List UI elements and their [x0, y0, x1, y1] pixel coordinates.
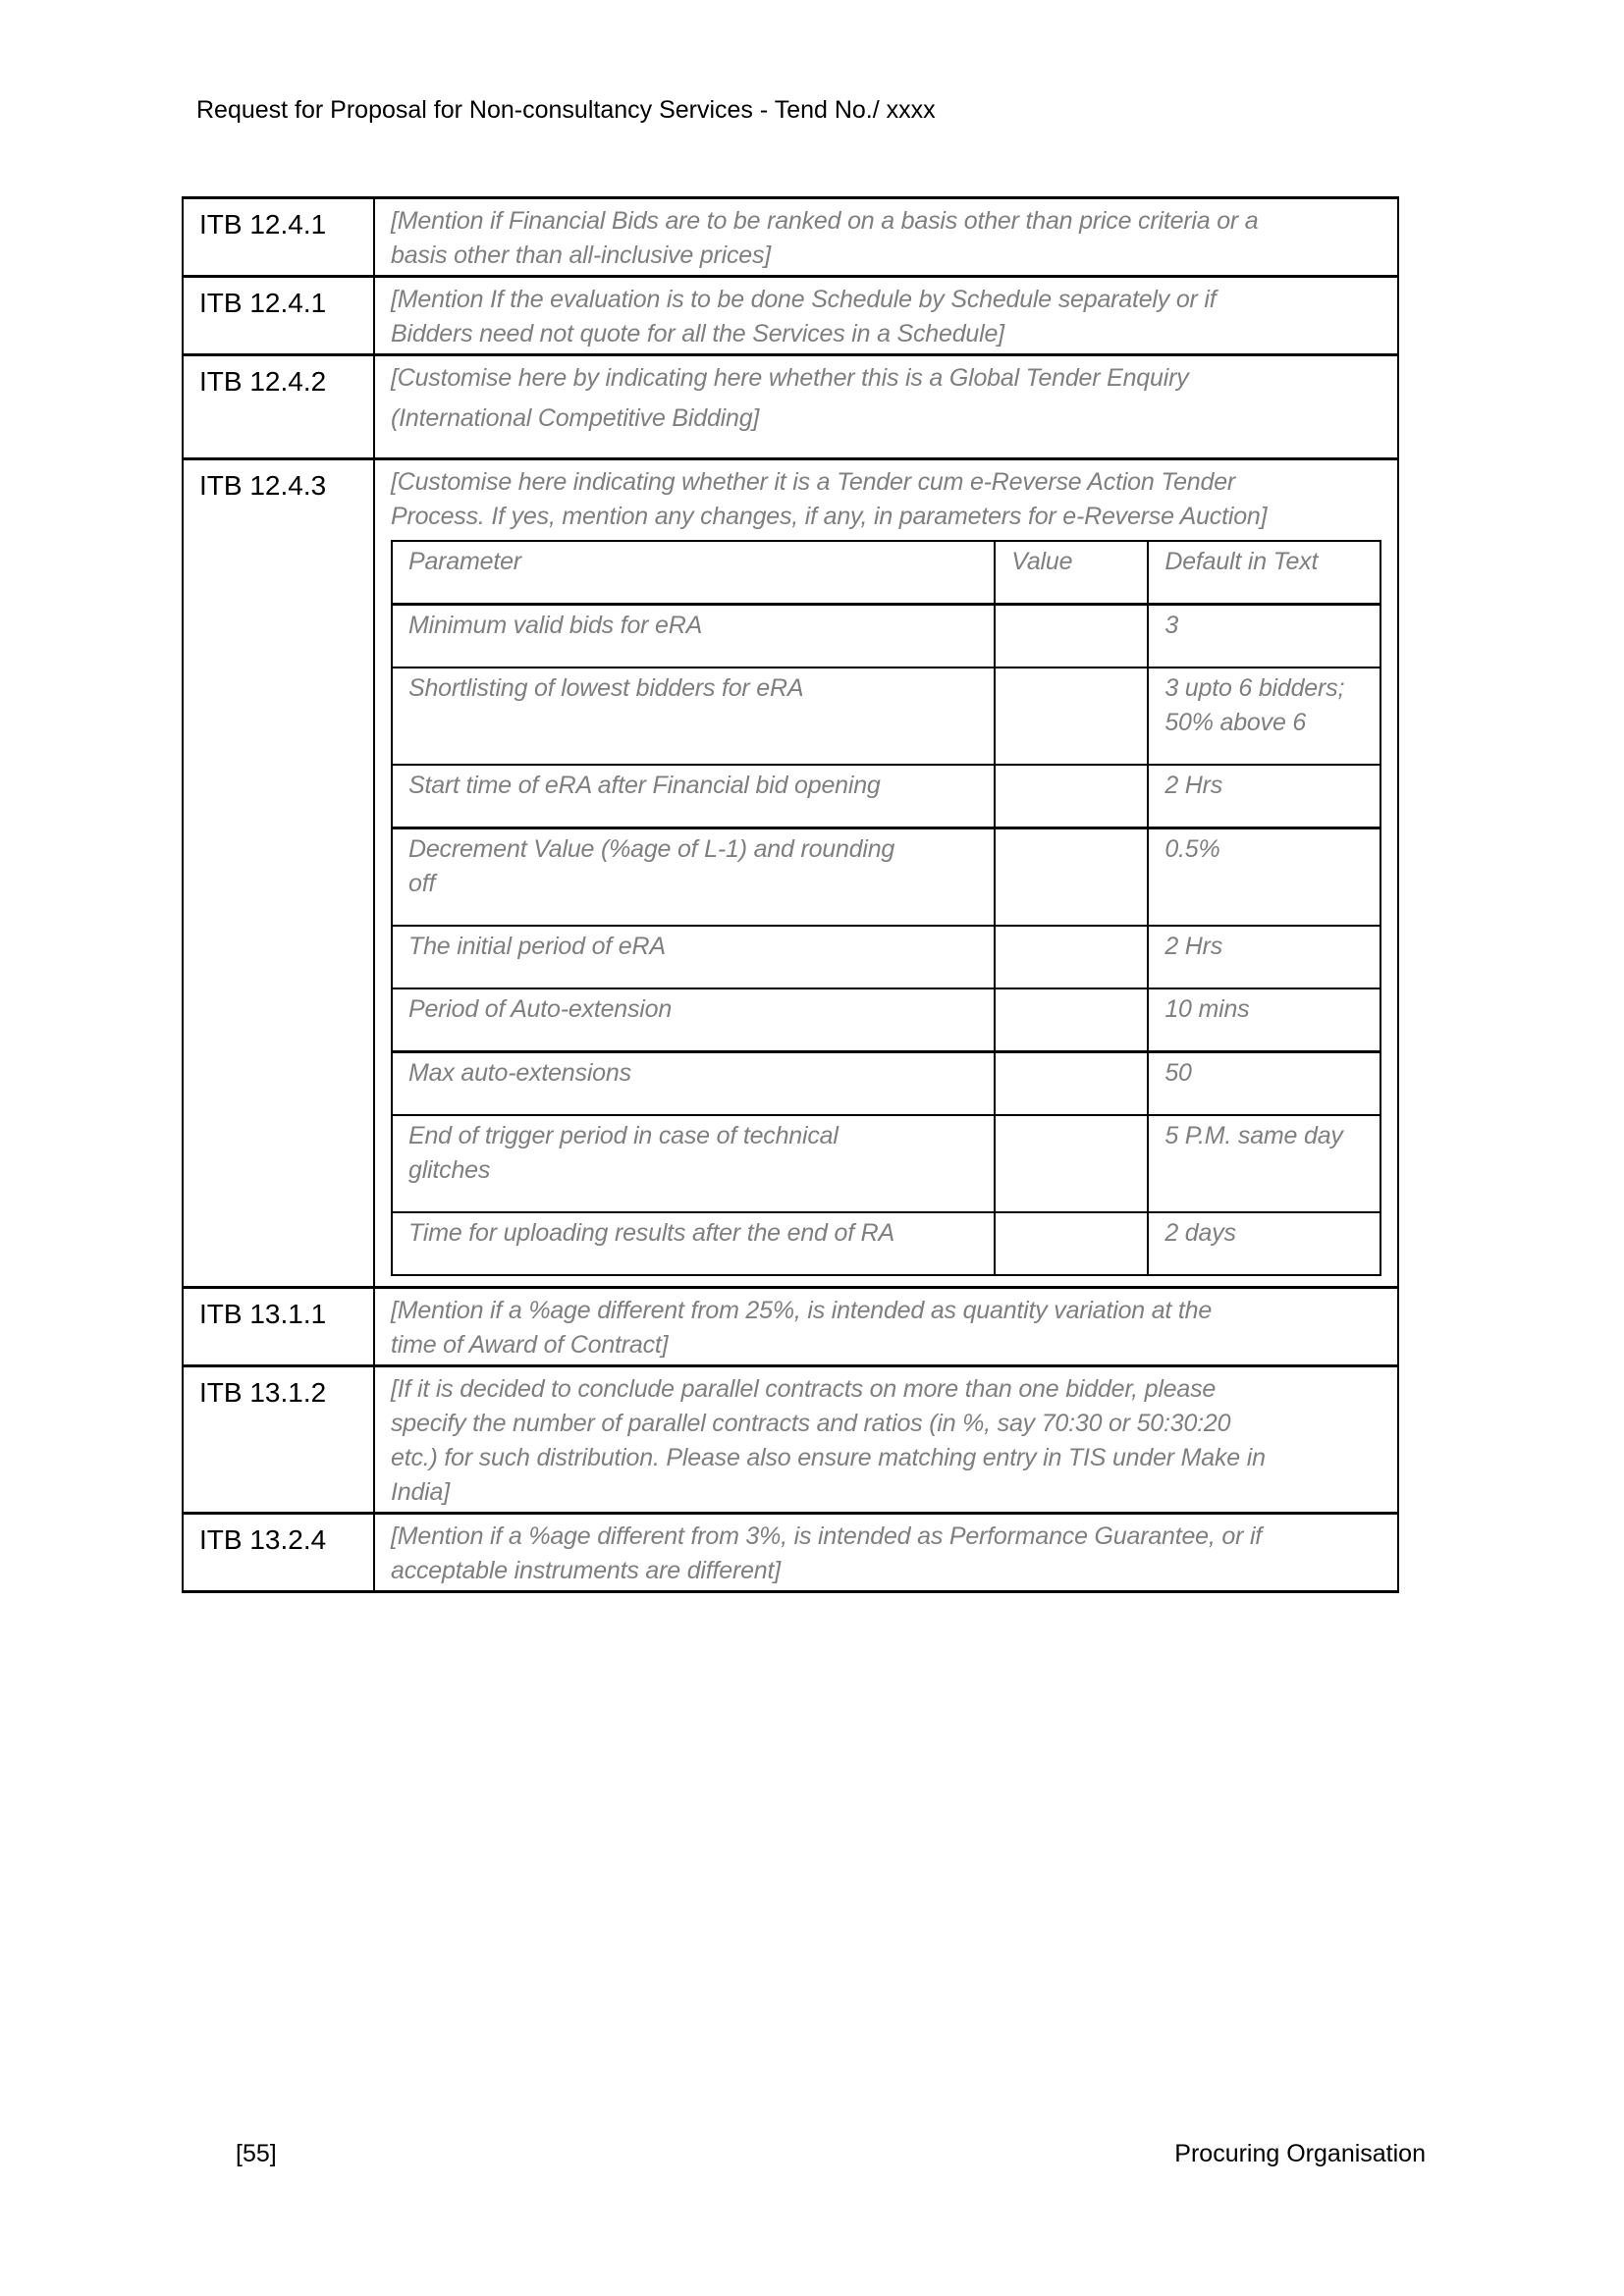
param-name-cell: [392, 667, 995, 765]
param-value-cell: [995, 926, 1148, 988]
param-header-default: Default in Text: [1148, 541, 1380, 605]
param-default-cell: [1148, 1115, 1380, 1212]
param-default-line: 3: [1164, 612, 1179, 639]
param-row-trigger-period-end: [392, 1115, 1380, 1212]
clause-description-line: Bidders need not quote for all the Services in a Schedule]: [391, 320, 1004, 347]
param-row-min-valid-bids: [392, 605, 1380, 668]
param-row-decrement-value: [392, 828, 1380, 927]
param-value-cell: [995, 667, 1148, 765]
param-row-max-auto-extensions: [392, 1052, 1380, 1116]
page-number: [55]: [236, 2140, 277, 2167]
clause-ref: ITB 12.4.2: [183, 355, 374, 459]
param-row-shortlisting: [392, 667, 1380, 765]
clause-description-cell: [374, 1288, 1398, 1366]
param-value-cell: [995, 765, 1148, 828]
document-footer: [236, 2140, 1426, 2168]
clause-description-line: India]: [391, 1478, 450, 1506]
param-default-line: 10 mins: [1164, 995, 1250, 1023]
clause-description-line: specify the number of parallel contracts and ratios (in %, say 70:30 or 50:30:20: [391, 1410, 1231, 1437]
param-default-line: 0.5%: [1164, 835, 1220, 863]
param-default-cell: [1148, 828, 1380, 927]
param-header-row: [392, 541, 1380, 605]
param-default-line: 5 P.M. same day: [1164, 1122, 1343, 1149]
param-value-cell: [995, 988, 1148, 1052]
param-default-line: 2 Hrs: [1164, 772, 1223, 799]
param-name-line: Shortlisting of lowest bidders for eRA: [408, 674, 804, 702]
table-row-itb-13-1-1: [183, 1288, 1398, 1366]
clause-description-line: [Mention if a %age different from 3%, is intended as Performance Guarantee, or if: [391, 1522, 1263, 1550]
clause-description-line: acceptable instruments are different]: [391, 1557, 781, 1584]
param-default-line: 50: [1164, 1059, 1192, 1087]
table-row-itb-12-4-1-a: [183, 198, 1398, 277]
param-name-line: Minimum valid bids for eRA: [408, 612, 703, 639]
param-name-cell: [392, 988, 995, 1052]
era-parameters-table: [391, 540, 1381, 1276]
param-default-cell: [1148, 926, 1380, 988]
clause-description-line: (International Competitive Bidding]: [391, 404, 760, 432]
param-default-line: 3 upto 6 bidders;: [1164, 674, 1345, 702]
clause-description-cell: [374, 277, 1398, 355]
clause-description-cell: [374, 459, 1398, 1288]
clause-description-line: [Mention if Financial Bids are to be ranked on a basis other than price criteria or a: [391, 207, 1259, 235]
param-name-line: Max auto-extensions: [408, 1059, 631, 1087]
param-header-parameter: Parameter: [392, 541, 995, 605]
param-name-line: End of trigger period in case of technical: [408, 1122, 839, 1149]
param-name-cell: [392, 828, 995, 927]
param-row-start-time: [392, 765, 1380, 828]
document-header-title: Request for Proposal for Non-consultancy Services - Tend No./ xxxx: [196, 96, 936, 124]
clause-description-cell: [374, 355, 1398, 459]
table-row-itb-13-1-2: [183, 1366, 1398, 1514]
param-value-cell: [995, 828, 1148, 927]
param-name-cell: [392, 1212, 995, 1275]
clause-ref: ITB 12.4.1: [183, 198, 374, 277]
clause-description-cell: [374, 198, 1398, 277]
clause-description-line: [Mention If the evaluation is to be done Schedule by Schedule separately or if: [391, 286, 1217, 313]
clause-description-line: basis other than all-inclusive prices]: [391, 241, 772, 269]
clause-description-line: [Customise here indicating whether it is a Tender cum e-Reverse Action Tender: [391, 468, 1236, 496]
param-default-cell: [1148, 988, 1380, 1052]
param-default-cell: [1148, 667, 1380, 765]
param-row-initial-period: [392, 926, 1380, 988]
param-default-cell: [1148, 605, 1380, 668]
param-name-line: glitches: [408, 1156, 491, 1184]
clause-ref: ITB 13.1.2: [183, 1366, 374, 1514]
param-default-cell: [1148, 765, 1380, 828]
param-name-line: Start time of eRA after Financial bid opening: [408, 772, 881, 799]
footer-organisation: Procuring Organisation: [1174, 2140, 1426, 2167]
param-row-auto-extension-period: [392, 988, 1380, 1052]
param-name-cell: [392, 605, 995, 668]
param-name-cell: [392, 1115, 995, 1212]
table-row-itb-12-4-3: [183, 459, 1398, 1288]
clause-description-line: [Customise here by indicating here whether this is a Global Tender Enquiry: [391, 364, 1189, 392]
param-value-cell: [995, 605, 1148, 668]
param-value-cell: [995, 1052, 1148, 1116]
clause-description-line: etc.) for such distribution. Please also ensure matching entry in TIS under Make in: [391, 1444, 1266, 1471]
clause-ref: ITB 12.4.1: [183, 277, 374, 355]
table-row-itb-12-4-2: [183, 355, 1398, 459]
param-name-line: The initial period of eRA: [408, 933, 666, 960]
param-default-line: 2 days: [1164, 1219, 1236, 1247]
param-header-value: Value: [995, 541, 1148, 605]
clause-description-line: [Mention if a %age different from 25%, is intended as quantity variation at the: [391, 1297, 1213, 1324]
param-name-line: off: [408, 870, 436, 897]
clause-description-line: [If it is decided to conclude parallel contracts on more than one bidder, please: [391, 1375, 1217, 1403]
param-name-line: Time for uploading results after the end of RA: [408, 1219, 895, 1247]
param-name-cell: [392, 765, 995, 828]
param-name-cell: [392, 926, 995, 988]
clause-ref: ITB 13.1.1: [183, 1288, 374, 1366]
param-name-line: Decrement Value (%age of L-1) and rounding: [408, 835, 895, 863]
param-default-line: 50% above 6: [1164, 709, 1307, 736]
itb-customization-table: [182, 196, 1399, 1593]
param-row-upload-results-time: [392, 1212, 1380, 1275]
param-default-cell: [1148, 1212, 1380, 1275]
clause-ref: ITB 13.2.4: [183, 1514, 374, 1592]
param-value-cell: [995, 1115, 1148, 1212]
table-row-itb-13-2-4: [183, 1514, 1398, 1592]
clause-description-line: Process. If yes, mention any changes, if any, in parameters for e-Reverse Auction]: [391, 503, 1268, 530]
clause-description-line: time of Award of Contract]: [391, 1331, 669, 1359]
table-row-itb-12-4-1-b: [183, 277, 1398, 355]
param-name-line: Period of Auto-extension: [408, 995, 673, 1023]
param-default-line: 2 Hrs: [1164, 933, 1223, 960]
clause-ref: ITB 12.4.3: [183, 459, 374, 1288]
param-value-cell: [995, 1212, 1148, 1275]
param-default-cell: [1148, 1052, 1380, 1116]
clause-description-cell: [374, 1514, 1398, 1592]
clause-description-cell: [374, 1366, 1398, 1514]
param-name-cell: [392, 1052, 995, 1116]
